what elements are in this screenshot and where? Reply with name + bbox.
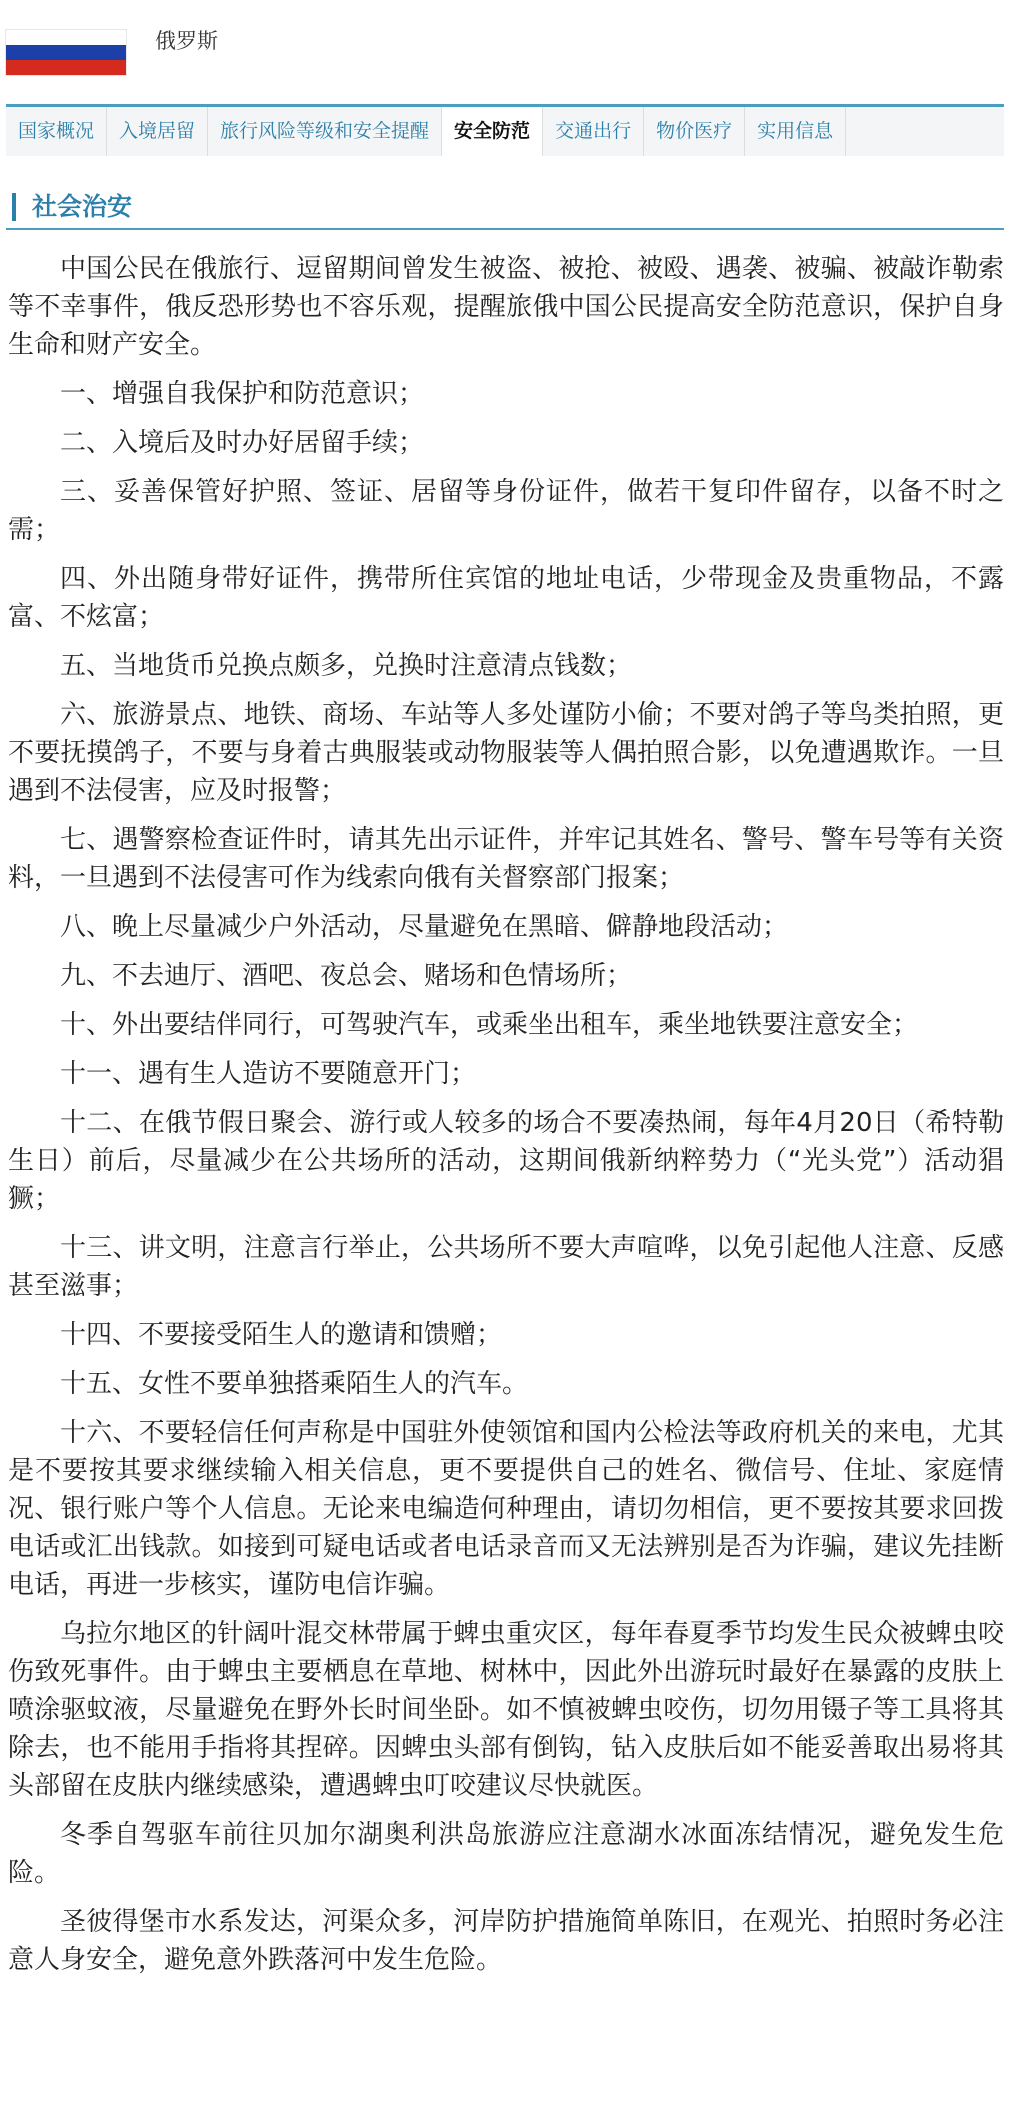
section-header <box>6 188 1004 230</box>
paragraph: 三、妥善保管好护照、签证、居留等身份证件，做若干复印件留存，以备不时之需； <box>8 477 1004 545</box>
country-name: 俄罗斯 <box>155 29 218 53</box>
paragraph: 一、增强自我保护和防范意识； <box>60 379 425 409</box>
paragraph: 十一、遇有生人造访不要随意开门； <box>60 1059 477 1089</box>
tab-3[interactable]: 安全防范 <box>442 107 543 156</box>
paragraph: 冬季自驾驱车前往贝加尔湖奥利洪岛旅游应注意湖水冰面冻结情况，避免发生危险。 <box>8 1820 1004 1888</box>
article-content <box>8 250 1004 1990</box>
paragraph: 十二、在俄节假日聚会、游行或人较多的场合不要凑热闹，每年4月20日（希特勒生日）前后，尽量减少在公共场所的活动，这期间俄新纳粹势力（“光头党”）活动猖獗； <box>8 1108 1004 1214</box>
paragraph: 六、旅游景点、地铁、商场、车站等人多处谨防小偷；不要对鸽子等鸟类拍照，更不要抚摸鸽子，不要与身着古典服装或动物服装等人偶拍照合影，以免遭遇欺诈。一旦遇到不法侵害，应及时报警； <box>8 700 1004 806</box>
section-title: 社会治安 <box>32 192 133 221</box>
paragraph: 圣彼得堡市水系发达，河渠众多，河岸防护措施简单陈旧，在观光、拍照时务必注意人身安全，避免意外跌落河中发生危险。 <box>8 1907 1004 1975</box>
paragraph: 五、当地货币兑换点颇多，兑换时注意清点钱数； <box>60 651 633 681</box>
flag-stripe-red <box>6 60 126 75</box>
paragraph: 十六、不要轻信任何声称是中国驻外使领馆和国内公检法等政府机关的来电，尤其是不要按其要求继续输入相关信息，更不要提供自己的姓名、微信号、住址、家庭情况、银行账户等个人信息。无论来电编造何种理由，请切勿相信，更不要按其要求回拨电话或汇出钱款。如接到可疑电话或者电话录音而又无法辨别是否为诈骗，建议先挂断电话，再进一步核实，谨防电信诈骗。 <box>8 1418 1004 1600</box>
nav-tabs <box>6 104 1004 156</box>
flag-stripe-blue <box>6 45 126 60</box>
section-title-bar <box>12 193 16 221</box>
tab-1[interactable]: 入境居留 <box>107 107 208 156</box>
tab-5[interactable]: 物价医疗 <box>644 107 745 156</box>
paragraph: 十、外出要结伴同行，可驾驶汽车，或乘坐出租车，乘坐地铁要注意安全； <box>60 1010 919 1040</box>
tab-0[interactable]: 国家概况 <box>6 107 107 156</box>
paragraph: 七、遇警察检查证件时，请其先出示证件，并牢记其姓名、警号、警车号等有关资料，一旦遇到不法侵害可作为线索向俄有关督察部门报案； <box>8 825 1004 893</box>
tab-6[interactable]: 实用信息 <box>745 107 846 156</box>
page-header <box>0 0 1023 84</box>
tab-4[interactable]: 交通出行 <box>543 107 644 156</box>
paragraph: 十五、女性不要单独搭乘陌生人的汽车。 <box>60 1369 529 1399</box>
paragraph: 中国公民在俄旅行、逗留期间曾发生被盗、被抢、被殴、遇袭、被骗、被敲诈勒索等不幸事件，俄反恐形势也不容乐观，提醒旅俄中国公民提高安全防范意识，保护自身生命和财产安全。 <box>8 254 1004 360</box>
paragraph: 九、不去迪厅、酒吧、夜总会、赌场和色情场所； <box>60 961 633 991</box>
flag-stripe-white <box>6 30 126 45</box>
paragraph: 八、晚上尽量减少户外活动，尽量避免在黑暗、僻静地段活动； <box>60 912 789 942</box>
paragraph: 十四、不要接受陌生人的邀请和馈赠； <box>60 1320 503 1350</box>
russia-flag-icon <box>6 30 126 75</box>
paragraph: 二、入境后及时办好居留手续； <box>60 428 425 458</box>
tab-2[interactable]: 旅行风险等级和安全提醒 <box>208 107 442 156</box>
paragraph: 十三、讲文明，注意言行举止，公共场所不要大声喧哗，以免引起他人注意、反感甚至滋事； <box>8 1233 1004 1301</box>
paragraph: 四、外出随身带好证件，携带所住宾馆的地址电话，少带现金及贵重物品，不露富、不炫富； <box>8 564 1004 632</box>
paragraph: 乌拉尔地区的针阔叶混交林带属于蜱虫重灾区，每年春夏季节均发生民众被蜱虫咬伤致死事件。由于蜱虫主要栖息在草地、树林中，因此外出游玩时最好在暴露的皮肤上喷涂驱蚊液，尽量避免在野外长时间坐卧。如不慎被蜱虫咬伤，切勿用镊子等工具将其除去，也不能用手指将其捏碎。因蜱虫头部有倒钩，钻入皮肤后如不能妥善取出易将其头部留在皮肤内继续感染，遭遇蜱虫叮咬建议尽快就医。 <box>8 1619 1004 1801</box>
